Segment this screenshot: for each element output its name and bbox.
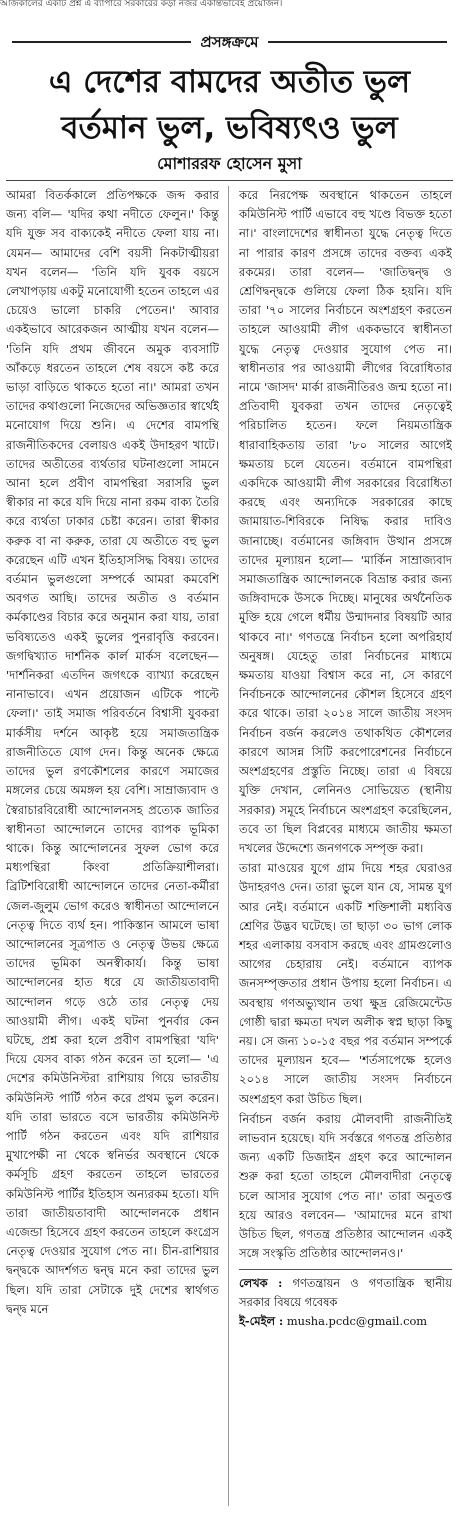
paragraph: তারা মাওয়ের যুগে গ্রাম দিয়ে শহর ঘেরাওর উদাহরণও দেন। তারা ভুলে যান যে, সামন্ত যুগ আর নেই। বর্তমানে একটি শক্তিশালী মধ্যবিত্ত শ্রেণির উদ্ভব ঘটেছে। তা ছাড়া ৩০ ভাগ লোক শহর এলাকায় বসবাস করছে এবং গ্রামগুলোও আগের চেহারায় নেই। বর্তমানে ব্যাপক জনসম্পৃক্ততার প্রধান উপায় হলো নির্বাচন। এ অবস্থায় গণঅভ্যুত্থান তথা ক্ষুদ্র রেজিমেন্টেড গোষ্ঠী দ্বারা ক্ষমতা দখল অলীক স্বপ্ন ছাড়া কিছু নয়। সে জন্য ১০-১৫ বছর পর বর্তমান সম্পর্কে তাদের মূল্যায়ন হবে— 'শর্তসাপেক্ষে হলেও ২০১৪ সালে জাতীয় সংসদ নির্বাচনে অংশগ্রহণ করা উচিত ছিল। [239, 861, 452, 1106]
author-line [239, 1274, 452, 1312]
article-column-left [6, 186, 219, 1506]
column-divider [228, 186, 229, 1506]
author-description: গণতন্ত্রায়ন ও গণতান্ত্রিক স্থানীয় সরকার বিষয়ে গবেষক [239, 1276, 452, 1310]
headline-line-1: এ দেশের বামদের অতীত ভুল [48, 64, 411, 100]
paragraph: করে নিরপেক্ষ অবস্থানে থাকতেন তাহলে কমিউনিস্ট পার্টি এভাবে বহু খণ্ডে বিভক্ত হতো না।' বাংলাদেশের স্বাধীনতা যুদ্ধে নেতৃত্ব দিতে না পারার কারণ প্রসঙ্গে তাদের বক্তব্য একই রকমের। তারা বলেন— 'জাতিদ্বন্দ্ব ও শ্রেণিদ্বন্দ্বকে গুলিয়ে ফেলা ঠিক হয়নি। যদি তারা '৭০ সালের নির্বাচনে অংশগ্রহণ করতেন তাহলে আওয়ামী লীগ এককভাবে স্বাধীনতা যুদ্ধে নেতৃত্ব দেওয়ার সুযোগ পেত না। স্বাধীনতার পর আওয়ামী লীগের বিরোধিতার নামে 'জাসদ' মার্কা রাজনীতিরও জন্ম হতো না। প্রতিবাদী যুবকরা তখন তাদের নেতৃত্বেই পরিচালিত হতেন। ফলে নিয়মতান্ত্রিক ধারাবাহিকতায় তারা '৮০ সালের আগেই ক্ষমতায় চলে যেতেন। বর্তমানে বামপন্থিরা একদিকে আওয়ামী লীগ সরকারের বিরোধিতা করছে এবং অন্যদিকে সরকারের কাছে জামায়াত-শিবিরকে নিষিদ্ধ করার দাবিও জানাচ্ছে। বর্তমানের জঙ্গিবাদ উত্থান প্রসঙ্গে তাদের মূল্যায়ন হলো— 'মার্কিন সাম্রাজ্যবাদ সমাজতান্ত্রিক আন্দোলনকে বিভ্রান্ত করার জন্য জঙ্গিবাদকে উসকে দিচ্ছে। মানুষের অর্থনৈতিক মুক্তি হয়ে গেলে ধর্মীয় উন্মাদনার বিষয়টি আর থাকবে না।' গণতন্ত্রে নির্বাচন হলো অপরিহার্য অনুষঙ্গ। যেহেতু তারা নির্বাচনের মাধ্যমে ক্ষমতায় যাওয়া বিশ্বাস করে না, সে কারণে নির্বাচনকে আন্দোলনের কৌশল হিসেবে গ্রহণ করে থাকে। তারা ২০১৪ সালে জাতীয় সংসদ নির্বাচন বর্জন করলেও তথাকথিত কৌশলের কারণে আসন্ন সিটি করপোরেশনের নির্বাচনে অংশগ্রহণের প্রস্তুতি নিচ্ছে। তারা এ বিষয়ে যুক্তি দেখান, লেনিনও সোভিয়েত (স্থানীয় সরকার) সমূহে নির্বাচনে অংশগ্রহণ করেছিলেন, তবে তা ছিল বিপ্লবের মাধ্যমে জাতীয় ক্ষমতা দখলের উদ্দেশ্যে জনগণকে সম্পৃক্ত করা। [239, 188, 452, 855]
author-label: লেখক : [239, 1276, 283, 1291]
section-header [0, 32, 459, 52]
byline: মোশাররফ হোসেন মুসা [157, 154, 302, 173]
email-address: musha.pcdc@gmail.com [286, 1314, 428, 1329]
paragraph: আমরা বিতর্ককালে প্রতিপক্ষকে জব্দ করার জন্য বলি— 'যদির কথা নদীতে ফেলুন।' কিন্তু যদি যুক্ত সব বাক্যকেই নদীতে ফেলা যায় না। যেমন— আমাদের বেশি বয়সী নিকটাত্মীয়রা যখন বলেন— 'তিনি যদি যুবক বয়সে লেখাপড়ায় একটু মনোযোগী হতেন তাহলে এর চেয়েও ভালো চাকরি পেতেন।' আবার একইভাবে আরেকজন আত্মীয় যখন বলেন— 'তিনি যদি প্রথম জীবনে অমুক ব্যবসাটি আঁকড়ে ধরতেন তাহলে শেষ বয়সে কষ্ট করে ভাড়া বাড়িতে থাকতে হতো না।' আমরা তখন তাদের কথাগুলো নিজেদের অভিজ্ঞতার স্বার্থেই মনোযোগ দিয়ে শুনি। এ দেশের বামপন্থি রাজনীতিকদের বেলায়ও একই উদাহরণ খাটে। তাদের অতীতের ব্যর্থতার ঘটনাগুলো সামনে আনা হলে প্রবীণ বামপন্থিরা সরাসরি ভুল স্বীকার না করে যদি দিয়ে নানা রকম বাক্য তৈরি করে ব্যর্থতা ঢাকার চেষ্টা করেন। তারা স্বীকার করুক বা না করুক, তারা যে অতীতে বহু ভুল করেছেন এটি এখন ইতিহাসসিদ্ধ বিষয়। তাদের বর্তমান ভুলগুলো সম্পর্কে আমরা কমবেশি অবগত আছি। তাদের অতীত ও বর্তমান কর্মকাণ্ডের বিচার করে অনুমান করা যায়, তারা ভবিষ্যতেও একই ভুলের পুনরাবৃত্তি করবেন। জগদ্বিখ্যাত দার্শনিক কার্ল মার্কস বলেছেন— 'দার্শনিকরা এতদিন জগৎকে ব্যাখ্যা করেছেন নানাভাবে। এখন প্রয়োজন এটিকে পাল্টে ফেলা।' তাই সমাজ পরিবর্তনে বিশ্বাসী যুবকরা মার্কসীয় দর্শনে আকৃষ্ট হয়ে সমাজতান্ত্রিক রাজনীতিতে যোগ দেন। কিন্তু অনেক ক্ষেত্রে তাদের ভুল রণকৌশলের কারণে সমাজের মঙ্গলের চেয়ে অমঙ্গল হয় বেশি। সাম্রাজ্যবাদ ও স্বৈরাচারবিরোধী আন্দোলনসহ প্রত্যেক জাতির স্বাধীনতা আন্দোলনে তাদের ব্যাপক ভূমিকা থাকে। কিন্তু আন্দোলনের সুফল ভোগ করে মধ্যপন্থিরা কিংবা প্রতিক্রিয়াশীলরা। ব্রিটিশবিরোধী আন্দোলনে তাদের নেতা-কর্মীরা জেল-জুলুম ভোগ করেও স্বাধীনতা আন্দোলনে নেতৃত্ব দিতে ব্যর্থ হন। পাকিস্তান আমলে ভাষা আন্দোলনের সূত্রপাত ও নেতৃত্ব উভয় ক্ষেত্রে তাদের ভূমিকা অনস্বীকার্য। কিন্তু ভাষা আন্দোলনের হাত ধরে যে জাতীয়তাবাদী আন্দোলন গড়ে ওঠে তার নেতৃত্ব দেয় আওয়ামী লীগ। একই ঘটনা পুনর্বার কেন ঘটছে, প্রশ্ন করা হলে প্রবীণ বামপন্থিরা 'যদি' দিয়ে যেসব বাক্য গঠন করেন তা হলো— 'এ দেশের কমিউনিস্টরা রাশিয়ায় গিয়ে ভারতীয় কমিউনিস্ট পার্টি গঠন করে প্রথম ভুল করেন। যদি তারা ভারতে বসে ভারতীয় কমিউনিস্ট পার্টি গঠন করতেন এবং যদি রাশিয়ার মুখাপেক্ষী না থেকে স্বনির্ভর অবস্থানে থেকে কর্মসূচি গ্রহণ করতেন তাহলে ভারতের কমিউনিস্ট পার্টির ইতিহাস অন্যরকম হতো। যদি তারা জাতীয়তাবাদী আন্দোলনকে প্রধান এজেন্ডা হিসেবে গ্রহণ করতেন তাহলে কংগ্রেস নেতৃত্ব দেওয়ার সুযোগ পেত না। চীন-রাশিয়ার দ্বন্দ্বকে আদর্শগত দ্বন্দ্ব মনে করা তাদের ভুল ছিল। যদি তারা সেটাকে দুই দেশের স্বার্থগত দ্বন্দ্ব মনে [6, 188, 219, 1316]
author-note [239, 1269, 452, 1331]
email-line [239, 1312, 452, 1331]
previous-article-strip: আজকালের একটি প্রশ্ন এ ব্যাপারে সরকারের কড়া নজর একান্তভাবেই প্রয়োজন। [0, 0, 283, 9]
byline-rule [6, 180, 453, 181]
section-label: প্রসঙ্গক্রমে [191, 32, 269, 52]
headline-line-2: বর্তমান ভুল, ভবিষ্যৎও ভুল [61, 110, 398, 146]
paragraph: নির্বাচন বর্জন করায় মৌলবাদী রাজনীতিই লাভবান হয়েছে। যদি সর্বস্তরে গণতন্ত্র প্রতিষ্ঠার জন্য একটি ডিজাইন গ্রহণ করে আন্দোলন শুরু করা হতো তাহলে মৌলবাদীরা নেতৃত্বে চলে আসার সুযোগ পেত না।' তারা অনুতপ্ত হয়ে আরও বলবেন— 'আমাদের মনে রাখা উচিত ছিল, গণতন্ত্র প্রতিষ্ঠার আন্দোলন একই সঙ্গে সংস্কৃতি প্রতিষ্ঠার আন্দোলনও।' [239, 1111, 452, 1261]
article-column-right [239, 186, 452, 1506]
email-label: ই-মেইল : [239, 1314, 284, 1329]
